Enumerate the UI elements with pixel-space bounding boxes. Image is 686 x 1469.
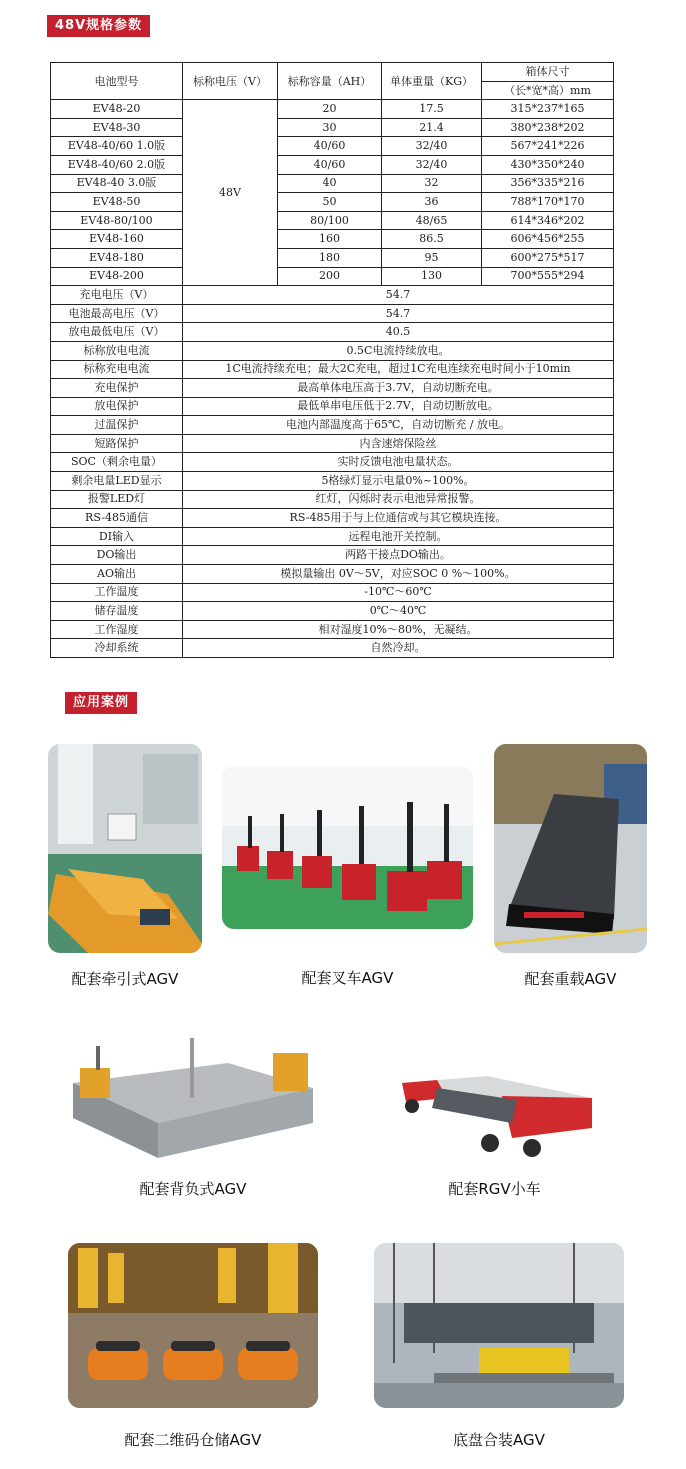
capacity-cell: 160 [278,230,382,249]
header-capacity: 标称容量（AH） [278,63,382,100]
spec-row [51,472,614,491]
size-cell: 567*241*226 [482,137,614,156]
model-cell: EV48-30 [51,118,183,137]
model-cell: EV48-80/100 [51,211,183,230]
case-rgv-cart [392,1068,597,1203]
spec-value: 模拟量输出 0V～5V，对应SOC 0 %～100%。 [183,565,614,584]
size-cell: 380*238*202 [482,118,614,137]
spec-label: 短路保护 [51,434,183,453]
model-cell: EV48-40 3.0版 [51,174,183,193]
weight-cell: 17.5 [382,100,482,119]
case-tow-agv [48,744,202,994]
forklift-agv-photo [222,766,473,929]
spec-label: 标称放电电流 [51,341,183,360]
size-cell: 700*555*294 [482,267,614,286]
spec-row [51,434,614,453]
chassis-assembly-agv-photo [374,1243,624,1408]
spec-value: 电池内部温度高于65℃，自动切断充 / 放电。 [183,416,614,435]
spec-row [51,546,614,565]
model-cell: EV48-160 [51,230,183,249]
spec-value: 内含速熔保险丝 [183,434,614,453]
spec-value: 最高单体电压高于3.7V，自动切断充电。 [183,379,614,398]
capacity-cell: 200 [278,267,382,286]
case-caption: 配套重载AGV [524,970,617,988]
spec-value: 自然冷却。 [183,639,614,658]
case-caption: 配套叉车AGV [301,969,394,987]
spec-value: 40.5 [183,323,614,342]
spec-value: 远程电池开关控制。 [183,527,614,546]
spec-value: RS-485用于与上位通信或与其它模块连接。 [183,509,614,528]
capacity-cell: 50 [278,193,382,212]
spec-value: 实时反馈电池电量状态。 [183,453,614,472]
tow-agv-photo [48,744,202,953]
model-row [51,118,614,137]
spec-label: 放电保护 [51,397,183,416]
model-row [51,267,614,286]
qr-warehouse-agv-photo [68,1243,318,1408]
case-caption: 配套背负式AGV [139,1180,247,1198]
spec-section-tag: 48V规格参数 [47,15,150,37]
model-row [51,174,614,193]
model-cell: EV48-40/60 2.0版 [51,155,183,174]
spec-value: 红灯，闪烁时表示电池异常报警。 [183,490,614,509]
backpack-agv-photo [68,1028,318,1166]
spec-value: -10℃～60℃ [183,583,614,602]
spec-row [51,490,614,509]
spec-row [51,360,614,379]
spec-row [51,304,614,323]
model-row [51,155,614,174]
spec-row [51,323,614,342]
weight-cell: 86.5 [382,230,482,249]
spec-value: 最低单串电压低于2.7V，自动切断放电。 [183,397,614,416]
spec-label: SOC（剩余电量） [51,453,183,472]
spec-value: 54.7 [183,286,614,305]
spec-label: 报警LED灯 [51,490,183,509]
model-cell: EV48-180 [51,248,183,267]
spec-label: 工作湿度 [51,620,183,639]
case-qr-warehouse-agv [68,1243,318,1456]
size-cell: 315*237*165 [482,100,614,119]
spec-row [51,341,614,360]
spec-row [51,527,614,546]
weight-cell: 32/40 [382,155,482,174]
size-cell: 600*275*517 [482,248,614,267]
spec-label: 工作温度 [51,583,183,602]
model-row [51,230,614,249]
spec-label: 充电保护 [51,379,183,398]
size-cell: 430*350*240 [482,155,614,174]
spec-row [51,509,614,528]
spec-label: RS-485通信 [51,509,183,528]
model-cell: EV48-20 [51,100,183,119]
weight-cell: 36 [382,193,482,212]
case-forklift-agv [222,766,473,994]
spec-value: 54.7 [183,304,614,323]
model-cell: EV48-50 [51,193,183,212]
weight-cell: 95 [382,248,482,267]
header-weight: 单体重量（KG） [382,63,482,100]
spec-value: 0℃～40℃ [183,602,614,621]
capacity-cell: 40/60 [278,137,382,156]
spec-row [51,286,614,305]
spec-label: 储存温度 [51,602,183,621]
spec-value: 0.5C电流持续放电。 [183,341,614,360]
spec-label: 放电最低电压（V） [51,323,183,342]
model-row [51,211,614,230]
spec-table [50,62,614,658]
application-section-tag: 应用案例 [65,692,137,714]
case-caption: 底盘合装AGV [453,1431,545,1449]
model-row [51,100,614,119]
spec-row [51,602,614,621]
spec-label: 标称充电电流 [51,360,183,379]
capacity-cell: 180 [278,248,382,267]
header-voltage: 标称电压（V） [183,63,278,100]
spec-row [51,583,614,602]
spec-label: DO输出 [51,546,183,565]
capacity-cell: 80/100 [278,211,382,230]
capacity-cell: 20 [278,100,382,119]
spec-value: 相对湿度10%～80%，无凝结。 [183,620,614,639]
model-cell: EV48-40/60 1.0版 [51,137,183,156]
weight-cell: 130 [382,267,482,286]
spec-value: 5格绿灯显示电量0%~100%。 [183,472,614,491]
weight-cell: 48/65 [382,211,482,230]
spec-row [51,379,614,398]
rgv-cart-photo [392,1068,597,1163]
spec-label: DI输入 [51,527,183,546]
case-caption: 配套RGV小车 [448,1180,541,1198]
capacity-cell: 30 [278,118,382,137]
capacity-cell: 40/60 [278,155,382,174]
spec-label: AO输出 [51,565,183,584]
case-backpack-agv [68,1028,318,1203]
model-cell: EV48-200 [51,267,183,286]
case-caption: 配套二维码仓储AGV [124,1431,262,1449]
nominal-voltage-cell: 48V [183,100,278,286]
header-size-unit: （长*宽*高）mm [482,81,614,100]
model-row [51,248,614,267]
weight-cell: 32 [382,174,482,193]
heavy-agv-photo [494,744,647,953]
header-size-title: 箱体尺寸 [482,63,614,82]
size-cell: 606*456*255 [482,230,614,249]
case-caption: 配套牵引式AGV [71,970,179,988]
weight-cell: 21.4 [382,118,482,137]
spec-row [51,565,614,584]
weight-cell: 32/40 [382,137,482,156]
spec-label: 充电电压（V） [51,286,183,305]
spec-label: 过温保护 [51,416,183,435]
model-row [51,193,614,212]
spec-value: 1C电流持续充电；最大2C充电，超过1C充电连续充电时间小于10min [183,360,614,379]
spec-row [51,620,614,639]
spec-row [51,416,614,435]
size-cell: 614*346*202 [482,211,614,230]
header-model: 电池型号 [51,63,183,100]
spec-value: 两路干接点DO输出。 [183,546,614,565]
spec-label: 冷却系统 [51,639,183,658]
size-cell: 356*335*216 [482,174,614,193]
spec-row [51,397,614,416]
model-row [51,137,614,156]
capacity-cell: 40 [278,174,382,193]
spec-label: 电池最高电压（V） [51,304,183,323]
spec-row [51,639,614,658]
case-chassis-assembly-agv [374,1243,624,1456]
spec-label: 剩余电量LED显示 [51,472,183,491]
size-cell: 788*170*170 [482,193,614,212]
spec-row [51,453,614,472]
case-heavy-agv [494,744,647,994]
